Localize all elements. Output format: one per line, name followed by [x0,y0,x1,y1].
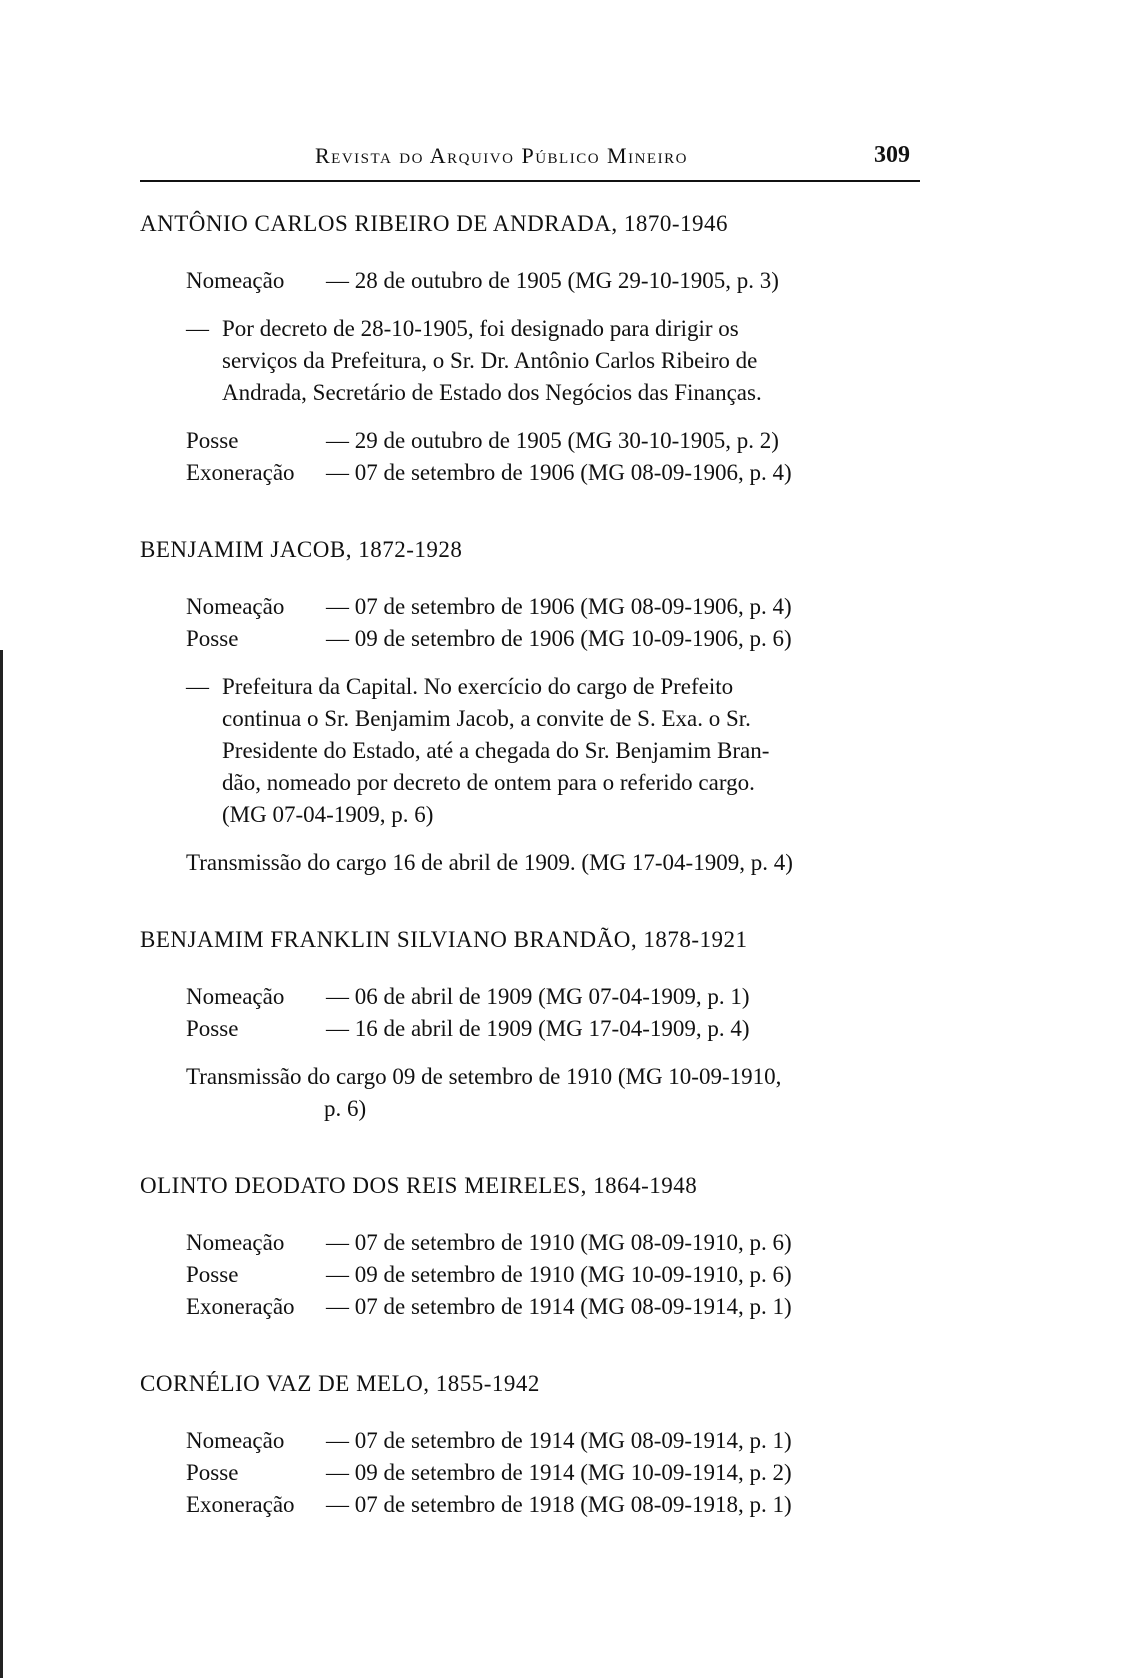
record-line [186,1259,920,1291]
entry-antonio-carlos [140,205,920,489]
record-label: Posse [186,428,239,453]
entry-heading: CORNÉLIO VAZ DE MELO, 1855-1942 [140,1371,540,1396]
record-label: Nomeação [186,594,285,619]
record-line [186,591,920,623]
record-date: — 07 de setembro de 1906 (MG 08-09-1906, p. 4) [326,460,792,485]
note-line: (MG 07-04-1909, p. 6) [222,802,434,827]
entry-heading: BENJAMIM JACOB, 1872-1928 [140,537,463,562]
record-label: Posse [186,1016,239,1041]
record-date: — 16 de abril de 1909 (MG 17-04-1909, p. 4) [326,1016,750,1041]
transmission-line: Transmissão do cargo 09 de setembro de 1910 (MG 10-09-1910, [186,1064,782,1089]
note [186,671,876,831]
entry-heading: BENJAMIM FRANKLIN SILVIANO BRANDÃO, 1878-1921 [140,927,748,952]
record-label: Exoneração [186,460,295,485]
transmission-line: Transmissão do cargo 16 de abril de 1909. (MG 17-04-1909, p. 4) [186,850,793,875]
record-label: Nomeação [186,1230,285,1255]
note-line: Andrada, Secretário de Estado dos Negócios das Finanças. [222,380,762,405]
page-number: 309 [874,142,910,168]
note-dash: — [186,316,209,341]
header-rule [140,180,920,182]
note-line: serviços da Prefeitura, o Sr. Dr. Antônio Carlos Ribeiro de [222,348,758,373]
note-line: dão, nomeado por decreto de ontem para o referido cargo. [222,770,755,795]
content [140,205,920,1563]
record-date: — 09 de setembro de 1910 (MG 10-09-1910, p. 6) [326,1262,792,1287]
record-date: — 09 de setembro de 1914 (MG 10-09-1914, p. 2) [326,1460,792,1485]
entry-benjamim-jacob [140,531,920,879]
record-date: — 07 de setembro de 1914 (MG 08-09-1914, p. 1) [326,1428,792,1453]
entry-heading: OLINTO DEODATO DOS REIS MEIRELES, 1864-1948 [140,1173,698,1198]
record-date: — 07 de setembro de 1918 (MG 08-09-1918, p. 1) [326,1492,792,1517]
record-label: Nomeação [186,268,285,293]
record-line [186,1425,920,1457]
running-title: Revista do Arquivo Público Mineiro [315,143,688,168]
note [186,313,876,409]
record-date: — 09 de setembro de 1906 (MG 10-09-1906, p. 6) [326,626,792,651]
record-label: Nomeação [186,1428,285,1453]
running-head [140,140,920,180]
record-line [186,1457,920,1489]
record-date: — 06 de abril de 1909 (MG 07-04-1909, p. 1) [326,984,750,1009]
scan-edge-shadow [0,650,3,1678]
record-date: — 07 de setembro de 1914 (MG 08-09-1914, p. 1) [326,1294,792,1319]
record-label: Posse [186,1460,239,1485]
entry-olinto-meireles [140,1167,920,1323]
record-line [186,1013,920,1045]
record-line [186,1291,920,1323]
record-label: Posse [186,1262,239,1287]
note-line: Presidente do Estado, até a chegada do Sr. Benjamim Bran- [222,738,770,763]
record-line [186,457,920,489]
record-line [186,425,920,457]
record-label: Posse [186,626,239,651]
record-date: — 29 de outubro de 1905 (MG 30-10-1905, p. 2) [326,428,779,453]
record-line [186,623,920,655]
transmission-line: p. 6) [324,1096,367,1121]
entry-benjamim-brandao [140,921,920,1125]
record-line [186,981,920,1013]
record-date: — 28 de outubro de 1905 (MG 29-10-1905, p. 3) [326,268,779,293]
transmission [186,1061,876,1125]
note-dash: — [186,674,209,699]
entry-heading: ANTÔNIO CARLOS RIBEIRO DE ANDRADA, 1870-1946 [140,211,729,236]
entry-cornelio-vaz [140,1365,920,1521]
record-line [186,265,920,297]
record-line [186,1227,920,1259]
note-line: Prefeitura da Capital. No exercício do cargo de Prefeito [222,674,734,699]
record-label: Exoneração [186,1294,295,1319]
record-date: — 07 de setembro de 1910 (MG 08-09-1910, p. 6) [326,1230,792,1255]
record-date: — 07 de setembro de 1906 (MG 08-09-1906, p. 4) [326,594,792,619]
record-label: Exoneração [186,1492,295,1517]
record-line [186,1489,920,1521]
note-line: Por decreto de 28-10-1905, foi designado para dirigir os [222,316,739,341]
record-label: Nomeação [186,984,285,1009]
note-line: continua o Sr. Benjamim Jacob, a convite de S. Exa. o Sr. [222,706,751,731]
transmission [186,847,876,879]
